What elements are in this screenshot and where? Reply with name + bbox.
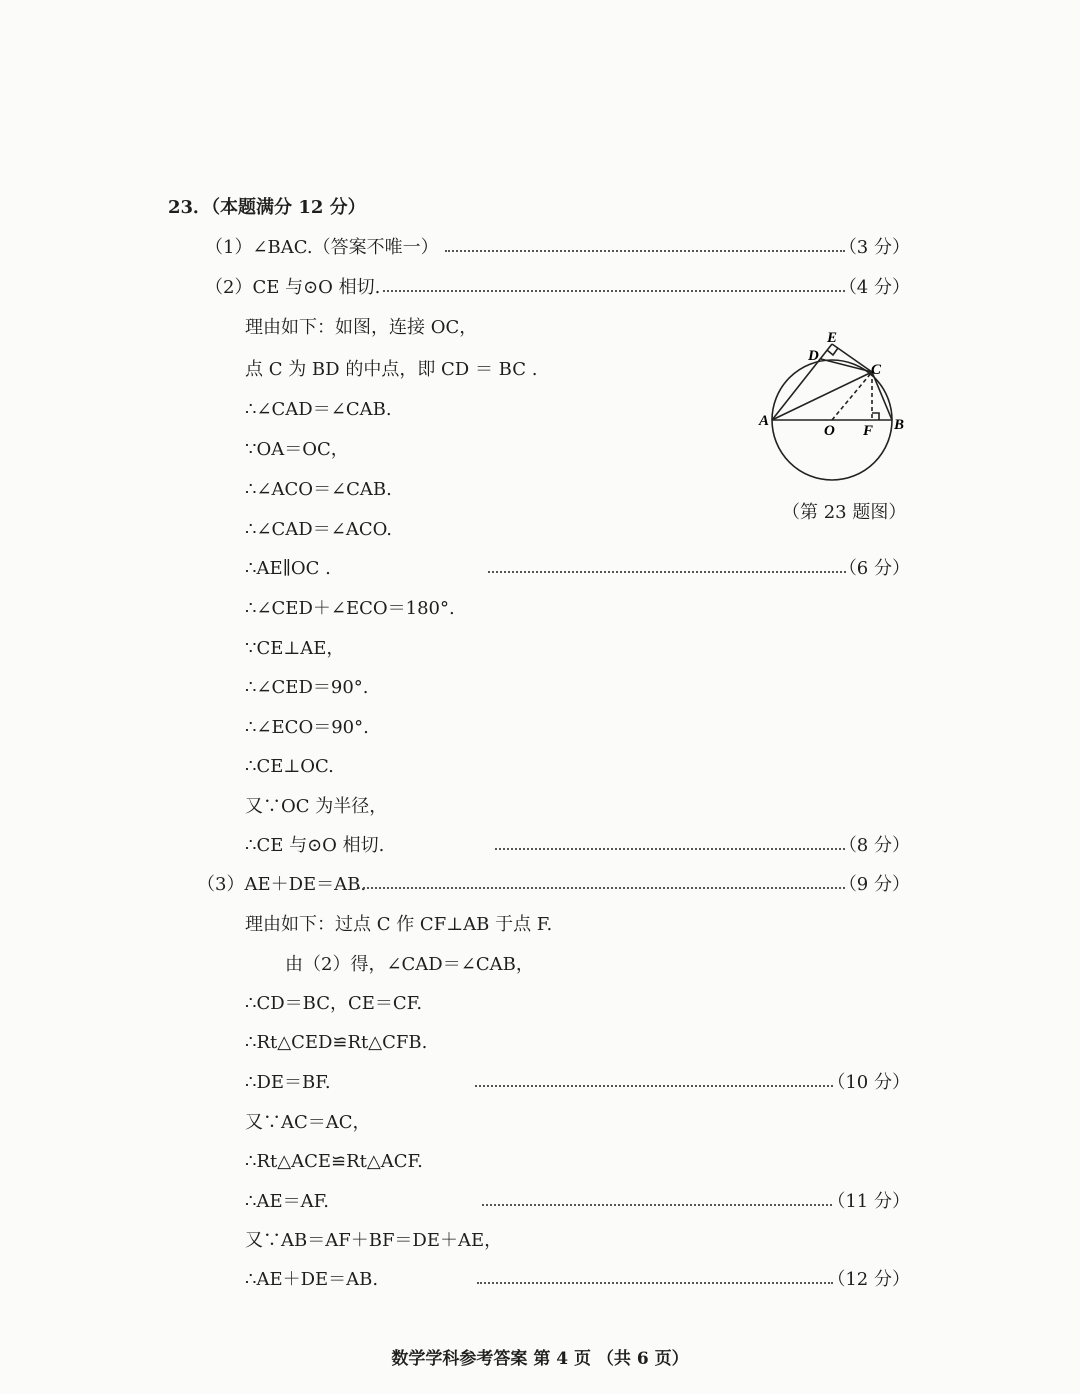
proof-line: ∴∠CED＝90°. — [245, 677, 369, 698]
score-leader — [477, 1268, 910, 1292]
proof-line: ∴Rt△ACE≌Rt△ACF. — [245, 1151, 423, 1172]
proof-line: 由（2）得，∠CAD＝∠CAB， — [285, 954, 534, 975]
proof-line: ∴Rt△CED≌Rt△CFB. — [245, 1032, 428, 1053]
label-e: E — [827, 330, 838, 346]
score-leader — [495, 834, 910, 858]
right-angle-f — [872, 413, 879, 420]
proof-line: 理由如下：如图，连接 OC， — [245, 317, 478, 338]
proof-line: ∴CE⊥OC. — [245, 756, 334, 777]
proof-line: 又∵OC 为半径， — [245, 796, 388, 817]
proof-line: ∴AE∥OC . — [245, 558, 331, 579]
label-f: F — [863, 423, 874, 439]
proof-line: ∴AE＋DE＝AB. — [245, 1269, 379, 1290]
score-leader — [383, 276, 910, 300]
proof-line: 理由如下：过点 C 作 CF⊥AB 于点 F. — [245, 914, 553, 935]
segment-oc — [832, 372, 872, 420]
score: （12 分） — [827, 1269, 910, 1290]
proof-line: ∴CD＝BC，CE＝CF. — [245, 993, 423, 1014]
segment-dc — [821, 359, 872, 372]
proof-line: 又∵AC＝AC， — [245, 1112, 371, 1133]
label-o: O — [824, 423, 835, 439]
proof-line: ∵CE⊥AE， — [245, 638, 345, 659]
score: （10 分） — [827, 1072, 910, 1093]
score: （8 分） — [838, 835, 910, 856]
part3-line: （3）AE＋DE＝AB. — [197, 874, 367, 895]
segment-ae — [772, 344, 832, 420]
page-footer: 数学学科参考答案 第 4 页 （共 6 页） — [391, 1349, 689, 1369]
score-leader — [482, 1190, 910, 1214]
proof-line: ∴∠CAD＝∠CAB. — [245, 399, 392, 420]
proof-line: ∴∠ACO＝∠CAB. — [245, 479, 392, 500]
score-leader — [475, 1071, 910, 1095]
figure-caption: （第 23 题图） — [782, 502, 907, 523]
label-d: D — [808, 348, 819, 364]
score: （6 分） — [838, 558, 910, 579]
proof-line: 点 C 为 BD 的中点，即 CD ＝ BC . — [245, 359, 538, 380]
score-leader — [358, 873, 910, 897]
proof-line: ∴DE＝BF. — [245, 1072, 331, 1093]
score: （3 分） — [838, 237, 910, 258]
proof-line: 又∵AB＝AF＋BF＝DE＋AE， — [245, 1230, 503, 1251]
label-c: C — [871, 362, 882, 378]
proof-line: ∴∠CAD＝∠ACO. — [245, 519, 393, 540]
proof-line: ∵OA＝OC， — [245, 439, 349, 460]
part1-line: （1）∠BAC.（答案不唯一） — [205, 237, 439, 258]
score-leader — [488, 557, 910, 581]
score: （9 分） — [838, 874, 910, 895]
proof-line: ∴CE 与⊙O 相切. — [245, 835, 385, 856]
question-heading: 23．（本题满分 12 分） — [168, 197, 366, 218]
proof-line: ∴∠CED＋∠ECO＝180°. — [245, 598, 455, 619]
score-leader — [445, 236, 910, 260]
proof-line: ∴∠ECO＝90°. — [245, 717, 369, 738]
label-b: B — [894, 417, 905, 433]
part2-line: （2）CE 与⊙O 相切. — [205, 277, 381, 298]
geometry-figure — [755, 325, 915, 490]
label-a: A — [759, 413, 770, 429]
proof-line: ∴AE＝AF. — [245, 1191, 329, 1212]
score: （11 分） — [827, 1191, 910, 1212]
score: （4 分） — [838, 277, 910, 298]
